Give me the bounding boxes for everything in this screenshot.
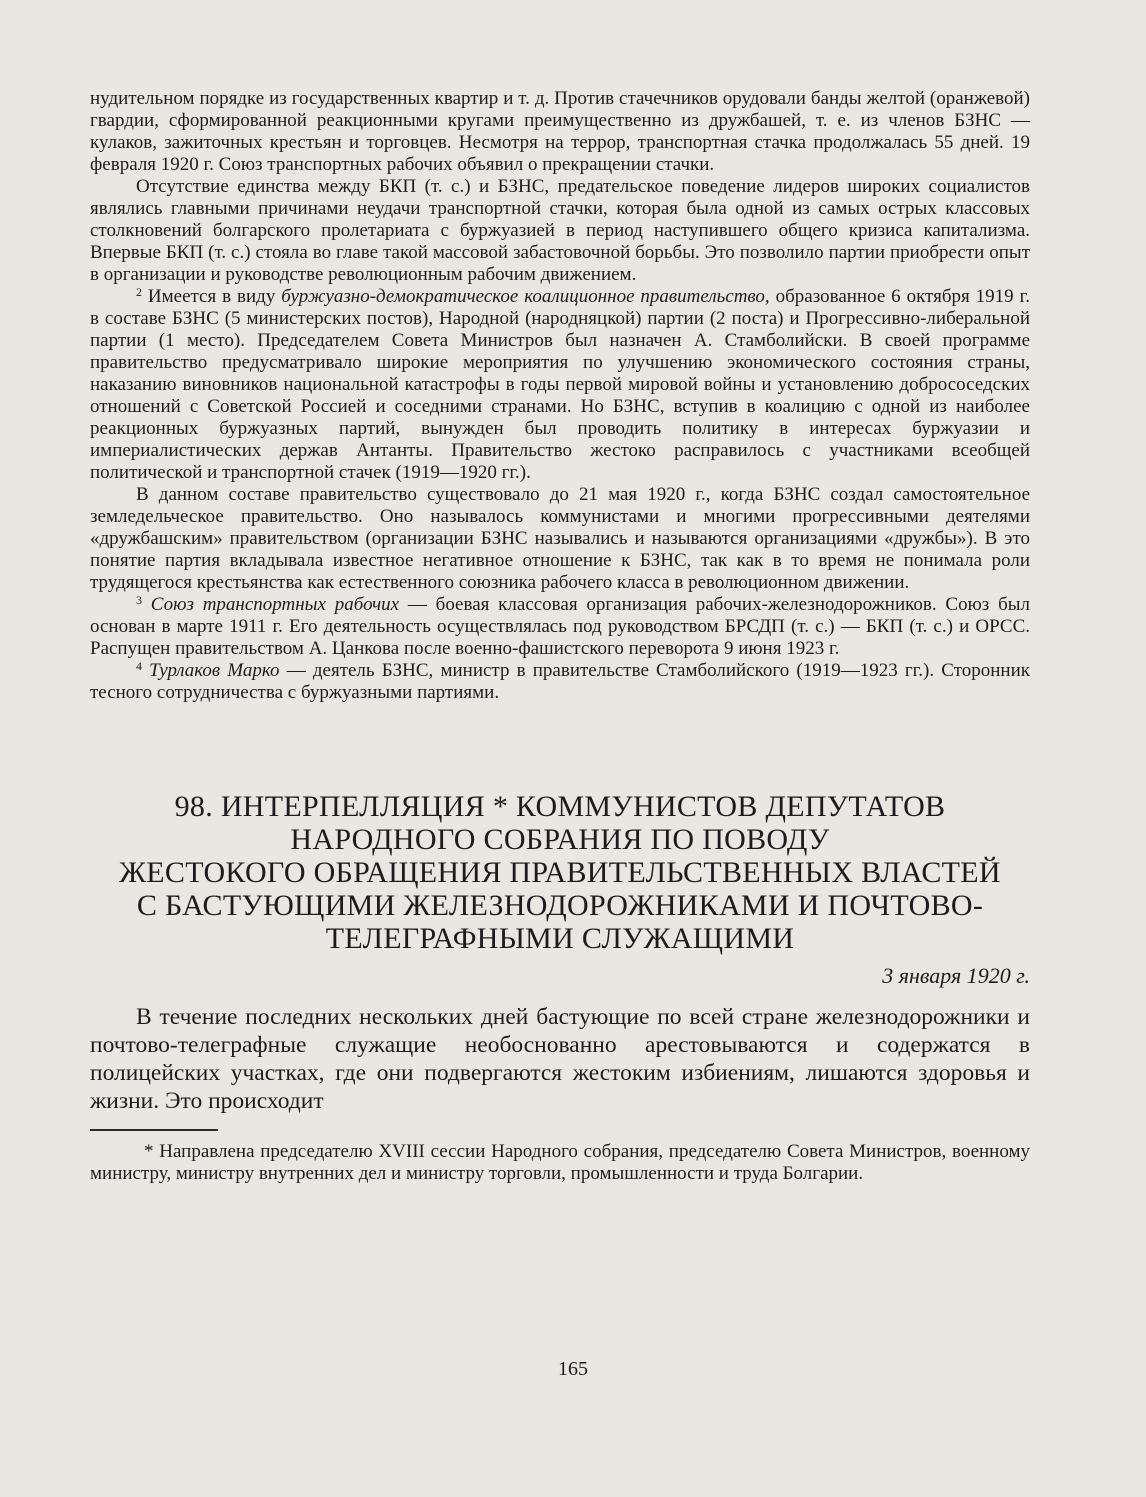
footnote-asterisk: * Направлена председателю XVIII сессии Народного собрания, председателю Совета Министров, военному министру, министру внутренних дел и министру торговли, промышленности и труда Болгарии. [90, 1141, 1030, 1184]
paragraph-strike-analysis: Отсутствие единства между БКП (т. с.) и БЗНС, предательское поведение лидеров широких социалистов являлись главными причинами неудачи транспортной стачки, которая была одной из самых острых классовых столкновений болгарского пролетариата с буржуазией в период наступившего общего кризиса капитализма. Впервые БКП (т. с.) стояла во главе такой массовой забастовочной борьбы. Это позволило партии приобрести опыт в организации и руководстве революционным рабочим движением. [90, 176, 1030, 285]
footnote-2-text: образованное 6 октября 1919 г. в составе БЗНС (5 министерских постов), Народной (народняцкой) партии (2 поста) и Прогрессивно-либеральной партии (1 место). Председателем Совета Министров был назначен А. Стамболийски. В своей программе правительство предусматривало широкие мероприятия по улучшению экономического состояния страны, наказанию виновников национальной катастрофы в годы первой мировой войны и установлению добрососедских отношений с Советской Россией и соседними странами. Но БЗНС, вступив в коалицию с одной из наиболее реакционных буржуазных партий, вынужден был проводить политику в интересах буржуазии и империалистических держав Антанты. Правительство жестоко расправилось с участниками всеобщей политической и транспортной стачек (1919—1920 гг.). [90, 286, 1030, 483]
footnote-4-term: Турлаков Марко [149, 660, 280, 681]
preceding-notes [90, 88, 1030, 704]
heading-line: НАРОДНОГО СОБРАНИЯ ПО ПОВОДУ [290, 823, 830, 856]
page-content [90, 88, 1030, 1185]
document-body [90, 1003, 1030, 1115]
footnote-divider [90, 1129, 218, 1131]
heading-line: С БАСТУЮЩИМИ ЖЕЛЕЗНОДОРОЖНИКАМИ И ПОЧТОВО- [136, 889, 984, 922]
heading-line: ЖЕСТОКОГО ОБРАЩЕНИЯ ПРАВИТЕЛЬСТВЕННЫХ ВЛАСТЕЙ [119, 856, 1001, 889]
heading-line: ТЕЛЕГРАФНЫМИ СЛУЖАЩИМИ [325, 922, 795, 955]
footnote-2 [90, 286, 1030, 484]
document-footnote [90, 1141, 1030, 1185]
footnote-3-term: Союз транспортных рабочих [150, 594, 400, 615]
footnote-3 [90, 594, 1030, 660]
footnote-2-marker: 2 [136, 285, 142, 299]
footnote-4-text: — деятель БЗНС, министр в правительстве Стамболийского (1919—1923 гг.). Сторонник тесного сотрудничества с буржуазными партиями. [90, 660, 1030, 703]
heading-line: 98. ИНТЕРПЕЛЛЯЦИЯ * КОММУНИСТОВ ДЕПУТАТОВ [174, 790, 946, 823]
footnote-4 [90, 660, 1030, 704]
footnote-4-marker: 4 [136, 659, 142, 673]
footnote-3-marker: 3 [136, 593, 142, 607]
document-date: 3 января 1920 г. [882, 963, 1030, 988]
footnote-2-intro: Имеется в виду [142, 286, 282, 307]
page-number: 165 [558, 1358, 588, 1380]
body-paragraph: В течение последних нескольких дней бастующие по всей стране железнодорожники и почтово-телеграфные служащие необоснованно арестовываются и содержатся в полицейских участках, где они подвергаются жестоким избиениям, лишаются здоровья и жизни. Это происходит [90, 1004, 1030, 1114]
paragraph-government: В данном составе правительство существовало до 21 мая 1920 г., когда БЗНС создал самостоятельное земледельческое правительство. Оно называлось коммунистами и многими прогрессивными деятелями «дружбашским» правительством (организации БЗНС назывались и называются организациями «дружбы»). В это понятие партия вкладывала известное негативное отношение к БЗНС, так как в то время не понимала роли трудящегося крестьянства как естественного союзника рабочего класса в революционном движении. [90, 484, 1030, 593]
document-heading [90, 790, 1030, 955]
footnote-3-text: — боевая классовая организация рабочих-железнодорожников. Союз был основан в марте 1911 г. Его деятельность осуществлялась под руководством БРСДП (т. с.) — БКП (т. с.) и ОРСС. Распущен правительством А. Цанкова после военно-фашистского переворота 9 июня 1923 г. [90, 594, 1030, 659]
footnote-2-term: буржуазно-демократическое коалиционное правительство, [281, 286, 770, 307]
paragraph-continuation: нудительном порядке из государственных квартир и т. д. Против стачечников орудовали банды желтой (оранжевой) гвардии, сформированной реакционными кругами преимущественно из дружбашей, т. е. из членов БЗНС — кулаков, зажиточных крестьян и торговцев. Несмотря на террор, транспортная стачка продолжалась 55 дней. 19 февраля 1920 г. Союз транспортных рабочих объявил о прекращении стачки. [90, 88, 1030, 175]
